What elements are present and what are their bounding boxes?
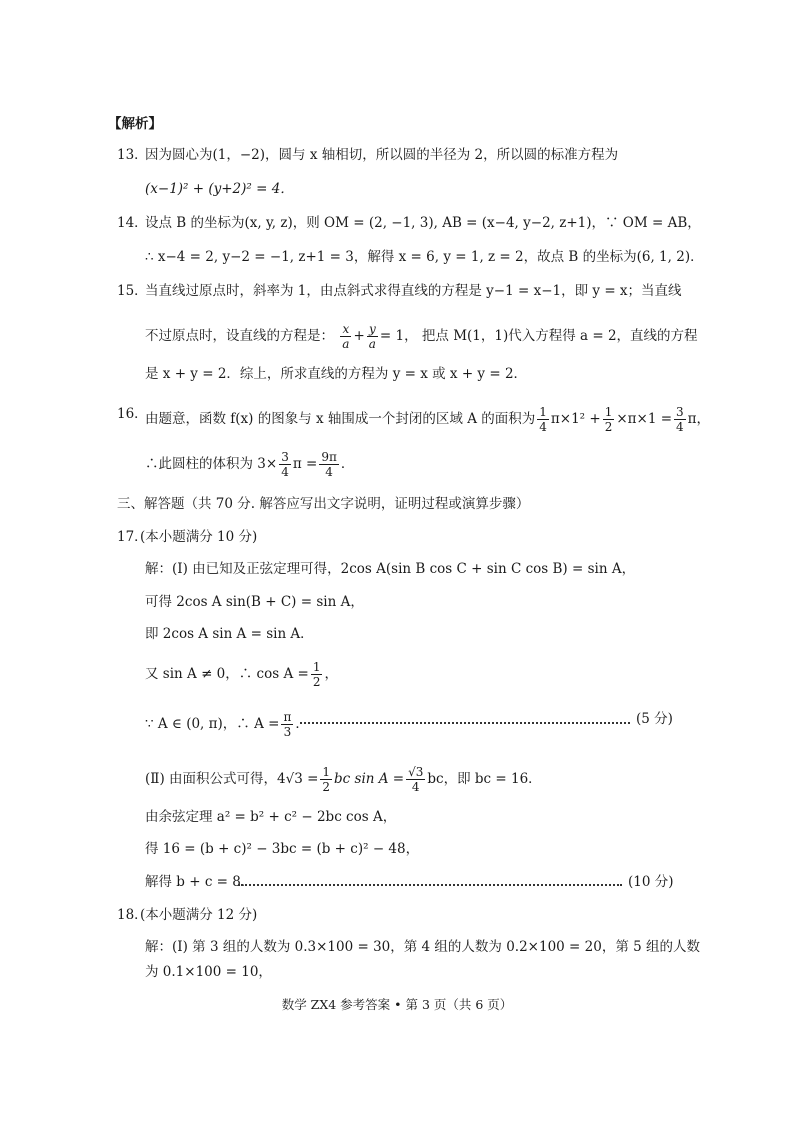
q15-line2: 不过原点时，设直线的方程是： $\frac{x}{a}$ + $\frac{y}{a}$ = 1， 把点 M(1，1)代入方程得 a = 2，直线的方程 — [145, 322, 698, 351]
q14-line1: 设点 B 的坐标为(x, y, z)，则 OM = (2, −1, 3), AB = (x−4, y−2, z+1)，∵ OM = AB， — [145, 215, 701, 231]
q17-step4: 又 sin A ≠ 0，∴ cos A = $\frac{1}{2}$ ， — [145, 660, 338, 689]
q18-head: (本小题满分 12 分) — [140, 907, 258, 923]
q18-step1: 解：(Ⅰ) 第 3 组的人数为 0.3×100 = 30，第 4 组的人数为 0.2×100 = 20，第 5 组的人数 — [145, 939, 700, 955]
q15-number: 15． — [117, 283, 148, 299]
leader-dots-2 — [238, 884, 622, 886]
fraction-pi-3: $\frac{\pi}{3}$ — [283, 710, 292, 739]
fraction-sqrt3-4: $\frac{√3}{4}$ — [408, 765, 424, 794]
q15-line2-b: 把点 M(1，1)代入方程得 a = 2，直线的方程 — [421, 328, 698, 344]
q15-line1: 当直线过原点时，斜率为 1，由点斜式求得直线的方程是 y−1 = x−1，即 y = x；当直线 — [145, 283, 682, 299]
q17-number: 17． — [117, 529, 148, 545]
q17-step7: 由余弦定理 a² = b² + c² − 2bc cos A， — [145, 809, 397, 825]
q17-step3: 即 2cos A sin A = sin A． — [145, 626, 314, 642]
q17-step6: (Ⅱ) 由面积公式可得，4√3 = $\frac{1}{2}$ bc sin A = $\frac{√3}{4}$ bc，即 bc = 16． — [145, 765, 542, 794]
q16-number: 16． — [117, 406, 148, 422]
score-5: (5 分) — [636, 711, 673, 727]
q15-line2-a: 不过原点时，设直线的方程是： — [145, 328, 334, 344]
q16-line1: 由题意，函数 f(x) 的图象与 x 轴围成一个封闭的区域 A 的面积为 $\frac{1}{4}$ π×1² + $\frac{1}{2}$ ×π×1 = $\frac{3}{4}$ π， — [145, 405, 711, 434]
fraction-1-4: $\frac{1}{4}$ — [539, 405, 547, 434]
fraction-x-over-a: $\frac{x}{a}$ — [342, 322, 350, 351]
q17-step5: ∵ A ∈ (0, π)，∴ A = $\frac{\pi}{3}$ ． — [145, 710, 309, 739]
fraction-y-over-a: $\frac{y}{a}$ — [368, 322, 376, 351]
fraction-1-2-c: $\frac{1}{2}$ — [322, 765, 331, 794]
q17-step9: 解得 b + c = 8． — [145, 874, 255, 890]
page-footer: 数学 ZX4 参考答案 • 第 3 页（共 6 页） — [281, 997, 513, 1012]
q17-step2: 可得 2cos A sin(B + C) = sin A， — [145, 594, 364, 610]
q13-line1: 因为圆心为(1，−2)，圆与 x 轴相切，所以圆的半径为 2，所以圆的标准方程为 — [145, 147, 619, 163]
fraction-9pi-4: $\frac{9\pi}{4}$ — [321, 450, 337, 479]
q15-line3: 是 x + y = 2．综上，所求直线的方程为 y = x 或 x + y = 2． — [145, 366, 528, 382]
q18-step2: 为 0.1×100 = 10， — [145, 964, 272, 980]
part3-heading: 三、解答题（共 70 分. 解答应写出文字说明，证明过程或演算步骤） — [117, 496, 530, 512]
q13-line2: (x−1)² + (y+2)² = 4． — [145, 181, 294, 197]
q16-line2: ∴此圆柱的体积为 3× $\frac{3}{4}$ π = $\frac{9\pi}{4}$ ． — [145, 450, 355, 479]
section-heading: 【解析】 — [108, 116, 162, 132]
q17-step1: 解：(Ⅰ) 由已知及正弦定理可得，2cos A(sin B cos C + sin C cos B) = sin A， — [145, 561, 636, 577]
fraction-1-2: $\frac{1}{2}$ — [604, 405, 613, 434]
q18-number: 18． — [117, 907, 148, 923]
q13-number: 13． — [117, 147, 148, 163]
fraction-3-4-b: $\frac{3}{4}$ — [281, 450, 289, 479]
q14-line2: ∴ x−4 = 2, y−2 = −1, z+1 = 3，解得 x = 6, y = 1, z = 2，故点 B 的坐标为(6, 1, 2)． — [145, 249, 704, 265]
q17-step8: 得 16 = (b + c)² − 3bc = (b + c)² − 48， — [145, 841, 420, 857]
q17-head: (本小题满分 10 分) — [140, 529, 258, 545]
fraction-3-4: $\frac{3}{4}$ — [676, 405, 684, 434]
q14-number: 14． — [117, 215, 148, 231]
leader-dots-1 — [300, 722, 630, 724]
fraction-1-2-b: $\frac{1}{2}$ — [312, 660, 321, 689]
score-10: (10 分) — [628, 874, 674, 890]
